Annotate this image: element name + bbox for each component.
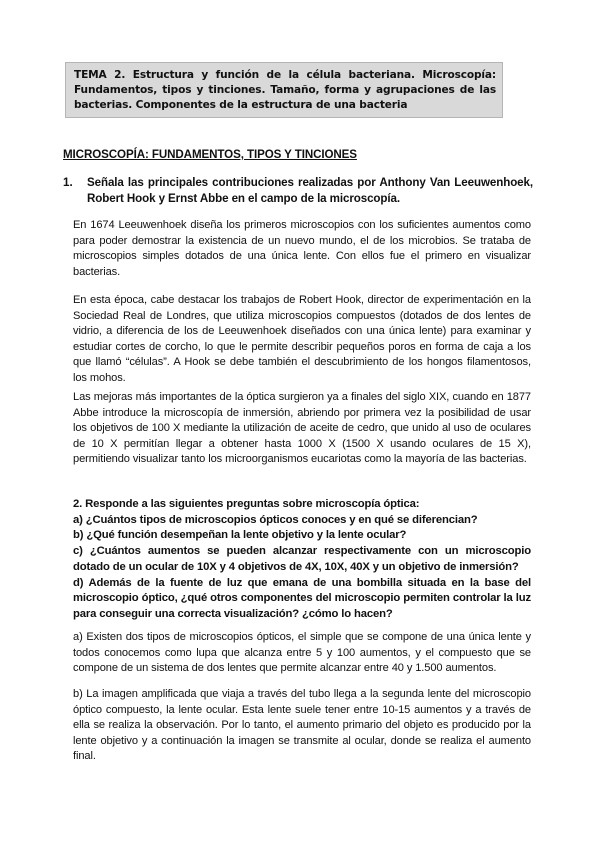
section-heading: MICROSCOPÍA: FUNDAMENTOS, TIPOS Y TINCIONES	[63, 148, 357, 161]
question-2-intro: 2. Responde a las siguientes preguntas sobre microscopía óptica:	[73, 498, 420, 510]
question-1	[63, 175, 533, 207]
answer-2b-paragraph: b) La imagen amplificada que viaja a través del tubo llega a la segunda lente del microscopio óptico compuesto, la lente ocular. Esta lente suele tener entre 10-15 aumentos y a través de ella se realiza la observación. Por lo tanto, el aumento primario del objeto es producido por la lente objetivo y a continuación la imagen se transmite al ocular, donde se realiza el aumento final.	[73, 688, 531, 763]
question-2d: d) Además de la fuente de luz que emana de una bombilla situada en la base del microscopio óptico, ¿qué otros componentes del microscopio permiten controlar la luz para conseguir una correcta visualización? ¿cómo lo hacen?	[73, 576, 531, 620]
answer-leeuwenhoek-paragraph: En 1674 Leeuwenhoek diseña los primeros microscopios con los suficientes aumentos como para poder demostrar la existencia de un nuevo mundo, el de los microbios. Se trataba de microscopios simples dotados de una única lente. Con ellos fue el primero en visualizar bacterias.	[73, 219, 531, 278]
topic-title: TEMA 2. Estructura y función de la célula bacteriana. Microscopía: Fundamentos, tipos y tinciones. Tamaño, forma y agrupaciones de las bacterias. Componentes de la estructura de una bacteria	[74, 69, 496, 111]
question-2a: a) ¿Cuántos tipos de microscopios ópticos conoces y en qué se diferencian?	[73, 513, 478, 526]
answer-2a-paragraph: a) Existen dos tipos de microscopios ópticos, el simple que se compone de una única lente y todos conocemos como lupa que alcanza entre 5 y 100 aumentos, y el compuesto que se compone de un sistema de dos lentes que permite alcanzar entre 40 y 1.500 aumentos.	[73, 631, 531, 675]
topic-title-box	[65, 62, 503, 118]
question-1-number: 1.	[63, 176, 73, 189]
answer-abbe-paragraph: Las mejoras más importantes de la óptica surgieron ya a finales del siglo XIX, cuando en 1877 Abbe introduce la microscopía de inmersión, abriendo por primera vez la posibilidad de usar los objetivos de 100 X mediante la utilización de aceite de cedro, que unido al uso de oculares de 10 X permitían llegar a obtener hasta 1000 X (1500 X usando oculares de 15 X), permitiendo visualizar tanto los microorganismos eucariotas como la mayoría de las bacterias.	[73, 391, 531, 466]
question-2b: b) ¿Qué función desempeñan la lente objetivo y la lente ocular?	[73, 529, 407, 542]
answer-hook-paragraph: En esta época, cabe destacar los trabajos de Robert Hook, director de experimentación en la Sociedad Real de Londres, que utiliza microscopios compuestos (dotados de dos lentes de vidrio, a diferencia de los de Leeuwenhoek diseñados con una única lente) para examinar y estudiar cortes de corcho, lo que le permite describir pequeños poros en forma de caja a los que llamó “células”. A Hook se debe también el descubrimiento de los hongos filamentosos, los mohos.	[73, 294, 531, 384]
question-2c: c) ¿Cuántos aumentos se pueden alcanzar respectivamente con un microscopio dotado de un ocular de 10X y 4 objetivos de 4X, 10X, 40X y un objetivo de inmersión?	[73, 545, 531, 573]
question-2	[73, 497, 531, 623]
question-1-text: Señala las principales contribuciones realizadas por Anthony Van Leeuwenhoek, Robert Hook y Ernst Abbe en el campo de la microscopía.	[87, 176, 533, 205]
